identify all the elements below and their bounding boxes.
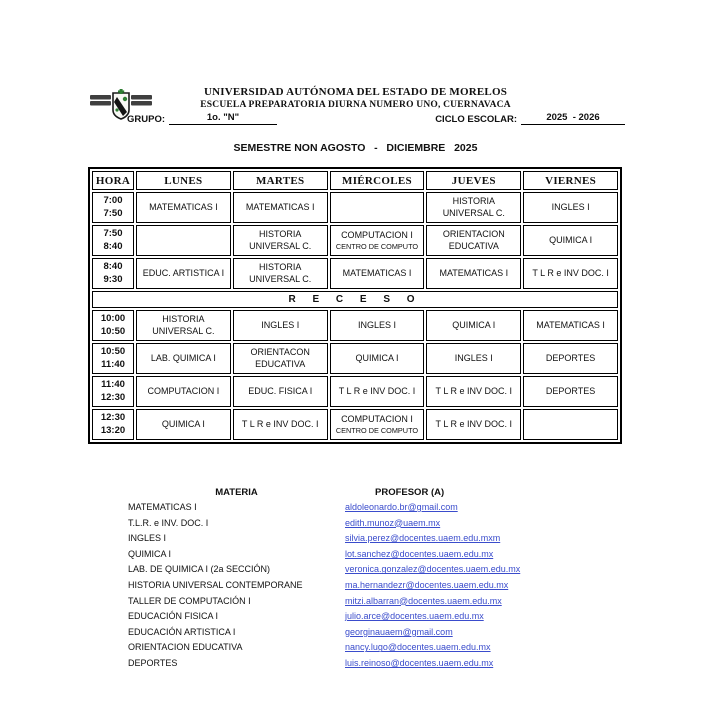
class-name: LAB. QUIMICA I <box>150 352 216 363</box>
class-name: HISTORIA UNIVERSAL C. <box>249 262 312 284</box>
profesor-email-link[interactable]: silvia.perez@docentes.uaem.edu.mxm <box>345 533 501 544</box>
profesor-email-link[interactable]: julio.arce@docentes.uaem.edu.mx <box>345 611 484 622</box>
class-name: DEPORTES <box>545 385 596 396</box>
class-name: COMPUTACION I <box>147 385 220 396</box>
time-cell <box>92 409 134 440</box>
time-cell <box>92 225 134 256</box>
class-cell <box>136 343 231 374</box>
time-end: 10:50 <box>100 325 126 337</box>
profesor-email-link[interactable]: mitzi.albarran@docentes.uaem.edu.mx <box>345 595 502 606</box>
faculty-row <box>128 580 598 596</box>
materia-label: LAB. DE QUIMICA I (2a SECCIÓN) <box>128 564 271 575</box>
time-end: 12:30 <box>100 391 126 403</box>
class-cell <box>233 225 328 256</box>
profesor-email-link[interactable]: aldoleonardo.br@gmail.com <box>345 502 458 512</box>
schedule-row <box>92 258 618 289</box>
time-cell <box>92 376 134 407</box>
schedule-row <box>92 343 618 374</box>
class-name: T L R e INV DOC. I <box>241 418 319 429</box>
class-cell <box>330 258 425 289</box>
class-name: MATEMATICAS I <box>536 319 605 330</box>
class-name: COMPUTACION I <box>341 414 413 425</box>
class-cell <box>523 409 618 440</box>
class-name: ORIENTACON EDUCATIVA <box>250 347 310 369</box>
time-cell <box>92 343 134 374</box>
class-cell <box>426 192 521 223</box>
class-cell <box>233 409 328 440</box>
class-cell <box>330 376 425 407</box>
profesor-email-link[interactable]: nancy.lugo@docentes.uaem.edu.mx <box>345 642 491 653</box>
class-name: INGLES I <box>357 319 396 330</box>
class-name: T L R e INV DOC. I <box>435 385 513 396</box>
class-cell <box>330 310 425 341</box>
university-title: UNIVERSIDAD AUTÓNOMA DEL ESTADO DE MORELOS <box>203 86 508 98</box>
schedule-table <box>88 167 622 444</box>
column-header-viernes: VIERNES <box>523 171 618 190</box>
class-cell <box>426 310 521 341</box>
time-start: 12:30 <box>100 412 126 424</box>
class-name: HISTORIA UNIVERSAL C. <box>152 314 215 336</box>
column-header-martes: MARTES <box>233 171 328 190</box>
profesor-email-link[interactable]: veronica.gonzalez@docentes.uaem.edu.mx <box>345 564 521 575</box>
materia-label: T.L.R. e INV. DOC. I <box>128 517 209 528</box>
class-name: COMPUTACION I <box>341 230 413 241</box>
class-cell <box>523 258 618 289</box>
class-cell <box>136 192 231 223</box>
class-name: MATEMATICAS I <box>439 267 509 278</box>
faculty-row <box>128 627 598 643</box>
class-name: QUIMICA I <box>549 234 593 245</box>
class-cell <box>136 225 231 256</box>
faculty-row <box>128 642 598 658</box>
time-end: 11:40 <box>101 358 125 370</box>
time-end: 8:40 <box>103 240 123 252</box>
class-cell <box>426 343 521 374</box>
class-cell <box>136 310 231 341</box>
class-name: T L R e INV DOC. I <box>435 418 513 429</box>
class-cell <box>523 225 618 256</box>
class-name: EDUC. FISICA I <box>248 385 313 396</box>
time-start: 11:40 <box>101 379 125 391</box>
profesor-email-link[interactable]: luis.reinoso@docentes.uaem.edu.mx <box>345 657 494 668</box>
class-cell <box>136 409 231 440</box>
class-cell <box>426 258 521 289</box>
time-start: 8:40 <box>103 261 123 273</box>
receso-row <box>92 291 618 308</box>
column-header-jueves: JUEVES <box>426 171 521 190</box>
profesor-email-link[interactable]: georginauaem@gmail.com <box>345 626 453 637</box>
class-name: EDUC. ARTISTICA I <box>142 267 225 278</box>
receso-cell: R E C E S O <box>92 291 618 308</box>
schedule-row <box>92 409 618 440</box>
cycle-value-field: 2025 - 2026 <box>521 112 625 125</box>
class-cell <box>233 343 328 374</box>
class-name: T L R e INV DOC. I <box>338 385 416 396</box>
class-cell <box>233 376 328 407</box>
faculty-row <box>128 533 598 549</box>
profesor-email-link[interactable]: lot.sanchez@docentes.uaem.edu.mx <box>345 548 494 559</box>
materia-label: TALLER DE COMPUTACIÓN I <box>128 595 251 606</box>
profesor-email-link[interactable]: ma.hernandezr@docentes.uaem.edu.mx <box>345 579 509 590</box>
time-start: 10:00 <box>100 313 126 325</box>
class-name: INGLES I <box>551 201 590 212</box>
group-cycle-row <box>127 112 625 125</box>
class-cell <box>330 343 425 374</box>
faculty-row <box>128 549 598 565</box>
class-cell <box>233 310 328 341</box>
group-value-field: 1o. "N" <box>169 112 277 125</box>
class-cell <box>136 376 231 407</box>
time-cell <box>92 192 134 223</box>
schedule-row <box>92 376 618 407</box>
school-title: ESCUELA PREPARATORIA DIURNA NUMERO UNO, CUERNAVACA <box>200 100 511 110</box>
schedule-row <box>92 225 618 256</box>
profesor-header: PROFESOR (A) <box>375 487 445 498</box>
class-name: INGLES I <box>261 319 300 330</box>
class-name: MATEMATICAS I <box>149 201 218 212</box>
class-name: ORIENTACION EDUCATIVA <box>442 229 505 251</box>
time-cell <box>92 310 134 341</box>
schedule-header-row <box>92 171 618 190</box>
class-cell <box>233 258 328 289</box>
materia-label: INGLES I <box>128 533 167 544</box>
column-header-miercoles: MIÉRCOLES <box>330 171 425 190</box>
semester-title: SEMESTRE NON AGOSTO - DICIEMBRE 2025 <box>233 142 478 154</box>
faculty-row <box>128 658 598 674</box>
schedule-row <box>92 192 618 223</box>
class-name: MATEMATICAS I <box>245 201 315 212</box>
materia-header: MATERIA <box>215 487 258 498</box>
class-name: T L R e INV DOC. I <box>532 267 609 278</box>
class-location: CENTRO DE COMPUTO <box>335 425 419 435</box>
class-cell <box>330 192 425 223</box>
materia-label: EDUCACIÓN FISICA I <box>128 611 219 622</box>
class-cell <box>233 192 328 223</box>
group-label: GRUPO: <box>127 114 165 125</box>
schedule-row <box>92 310 618 341</box>
class-cell <box>523 310 618 341</box>
class-cell <box>426 376 521 407</box>
class-name: INGLES I <box>454 352 493 363</box>
faculty-section <box>128 487 598 674</box>
class-cell <box>523 192 618 223</box>
faculty-row <box>128 564 598 580</box>
time-start: 10:50 <box>100 346 126 358</box>
materia-label: QUIMICA I <box>128 548 172 559</box>
materia-label: ORIENTACION EDUCATIVA <box>128 642 243 653</box>
class-cell <box>330 409 425 440</box>
class-name: MATEMATICAS I <box>342 267 412 278</box>
faculty-row <box>128 502 598 518</box>
faculty-row <box>128 518 598 534</box>
class-cell <box>426 225 521 256</box>
time-end: 7:50 <box>103 207 123 219</box>
time-end: 9:30 <box>103 273 123 285</box>
materia-label: HISTORIA UNIVERSAL CONTEMPORANE <box>128 579 303 590</box>
class-cell <box>136 258 231 289</box>
materia-label: DEPORTES <box>128 657 178 668</box>
class-cell <box>523 343 618 374</box>
class-cell <box>426 409 521 440</box>
faculty-row <box>128 596 598 612</box>
class-name: DEPORTES <box>545 352 596 363</box>
profesor-email-link[interactable]: edith.munoz@uaem.mx <box>345 517 441 528</box>
class-name: HISTORIA UNIVERSAL C. <box>249 229 312 251</box>
materia-label: EDUCACIÓN ARTISTICA I <box>128 626 236 637</box>
time-start: 7:50 <box>103 228 123 240</box>
class-name: HISTORIA UNIVERSAL C. <box>442 196 505 218</box>
class-name: QUIMICA I <box>161 418 205 429</box>
column-header-hora: HORA <box>92 171 134 190</box>
class-name: QUIMICA I <box>452 319 496 330</box>
materia-label: MATEMATICAS I <box>128 502 197 512</box>
time-cell <box>92 258 134 289</box>
faculty-header-row <box>128 487 598 498</box>
time-start: 7:00 <box>103 195 123 207</box>
cycle-label: CICLO ESCOLAR: <box>435 114 517 125</box>
time-end: 13:20 <box>100 424 126 436</box>
column-header-lunes: LUNES <box>136 171 231 190</box>
faculty-row <box>128 611 598 627</box>
class-cell <box>330 225 425 256</box>
class-name: QUIMICA I <box>355 352 399 363</box>
document-header <box>0 86 711 110</box>
class-location: CENTRO DE COMPUTO <box>335 241 419 251</box>
class-cell <box>523 376 618 407</box>
